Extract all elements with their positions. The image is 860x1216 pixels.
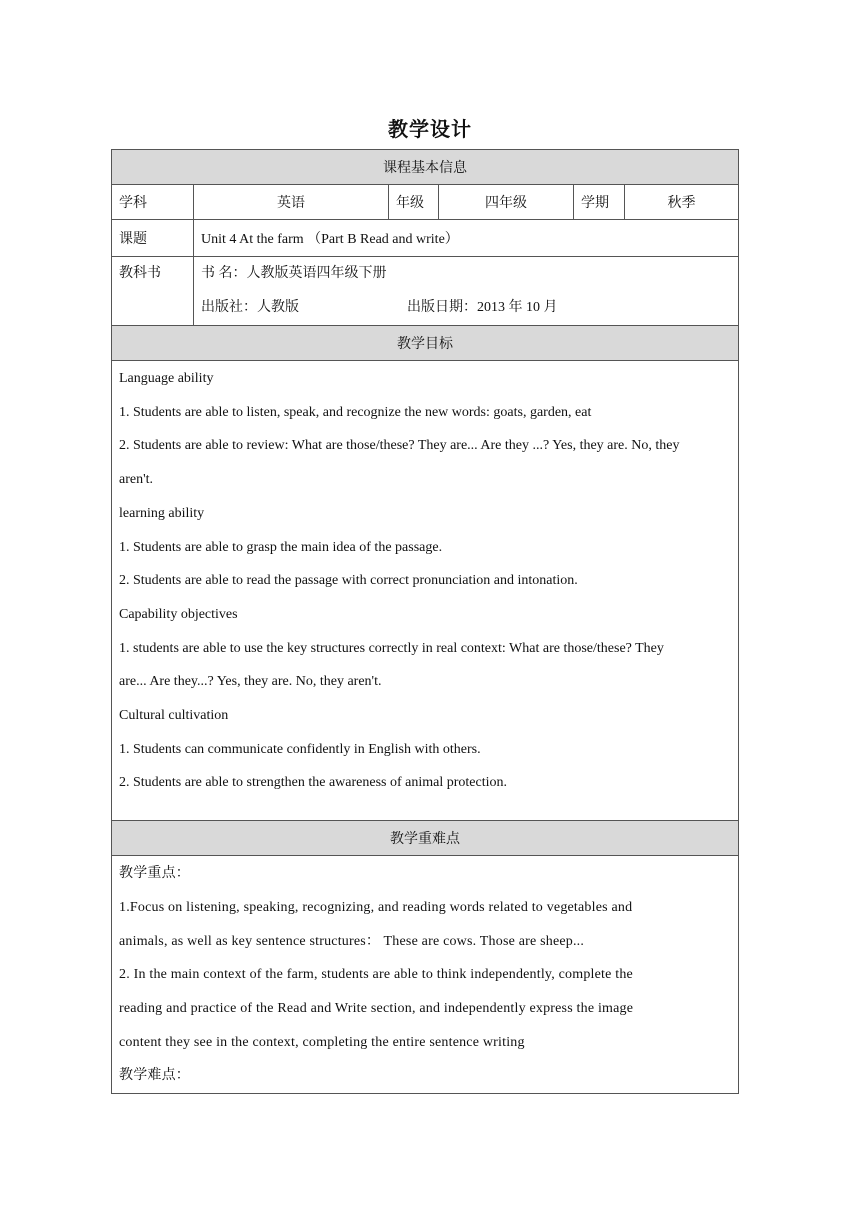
objective-line: 2. Students are able to strengthen the awareness of animal protection. — [119, 775, 507, 791]
topic-row — [112, 220, 739, 257]
objectives-header-row — [112, 326, 739, 361]
objective-line: 1. students are able to use the key structures correctly in real context: What are those/these? They — [119, 640, 664, 656]
topic-label: 课题 — [112, 220, 194, 257]
lesson-plan-table — [111, 149, 739, 1094]
keypoints-content — [112, 856, 739, 1094]
objective-line: 2. Students are able to review: What are those/these? They are... Are they ...? Yes, they are. No, they — [119, 438, 680, 454]
objective-line: 2. Students are able to read the passage with correct pronunciation and intonation. — [119, 573, 578, 589]
textbook-label-cell — [112, 257, 194, 326]
subject-value: 英语 — [194, 185, 389, 220]
textbook-details — [194, 257, 739, 326]
topic-value: Unit 4 At the farm （Part B Read and write） — [194, 220, 739, 257]
publication-date: 出版日期：2013 年 10 月 — [407, 300, 558, 315]
keypoint-line: 教学重点： — [119, 866, 190, 882]
objective-line: 1. Students are able to grasp the main idea of the passage. — [119, 539, 443, 555]
keypoints-header: 教学重难点 — [112, 821, 739, 856]
objective-line: Cultural cultivation — [119, 708, 229, 724]
basic-info-header-row — [112, 150, 739, 185]
keypoint-line: reading and practice of the Read and Write section, and independently express the image — [119, 1000, 634, 1016]
grade-value: 四年级 — [439, 185, 574, 220]
grade-label: 年级 — [389, 185, 439, 220]
keypoint-line: 1.Focus on listening, speaking, recognizing, and reading words related to vegetables and — [119, 899, 633, 915]
keypoints-row — [112, 856, 739, 1094]
objective-line: are... Are they...? Yes, they are. No, they aren't. — [119, 674, 382, 690]
document-title: 教学设计 — [388, 119, 472, 141]
objectives-content — [112, 361, 739, 821]
objectives-header: 教学目标 — [112, 326, 739, 361]
book-name: 书 名：人教版英语四年级下册 — [201, 266, 387, 281]
objective-line: Language ability — [119, 371, 214, 386]
term-value: 秋季 — [625, 185, 739, 220]
objective-line: aren't. — [119, 472, 154, 488]
publisher-line — [201, 291, 731, 325]
term-label: 学期 — [574, 185, 625, 220]
objective-line: Capability objectives — [119, 606, 238, 622]
basic-info-header: 课程基本信息 — [112, 150, 739, 185]
objective-line: 1. Students are able to listen, speak, and recognize the new words: goats, garden, eat — [119, 404, 592, 420]
objective-line: 1. Students can communicate confidently in English with others. — [119, 741, 481, 757]
textbook-row — [112, 257, 739, 326]
course-info-row — [112, 185, 739, 220]
publisher: 出版社：人教版 — [201, 300, 299, 315]
keypoints-header-row — [112, 821, 739, 856]
textbook-label: 教科书 — [119, 266, 161, 281]
objectives-row — [112, 361, 739, 821]
keypoint-line: animals, as well as key sentence structures： These are cows. Those are sheep... — [119, 933, 585, 949]
keypoint-line: 2. In the main context of the farm, students are able to think independently, complete the — [119, 967, 633, 983]
objective-line: learning ability — [119, 505, 205, 521]
keypoint-line: content they see in the context, completing the entire sentence writing — [119, 1034, 525, 1050]
keypoint-line: 教学难点： — [119, 1068, 190, 1084]
subject-label: 学科 — [112, 185, 194, 220]
